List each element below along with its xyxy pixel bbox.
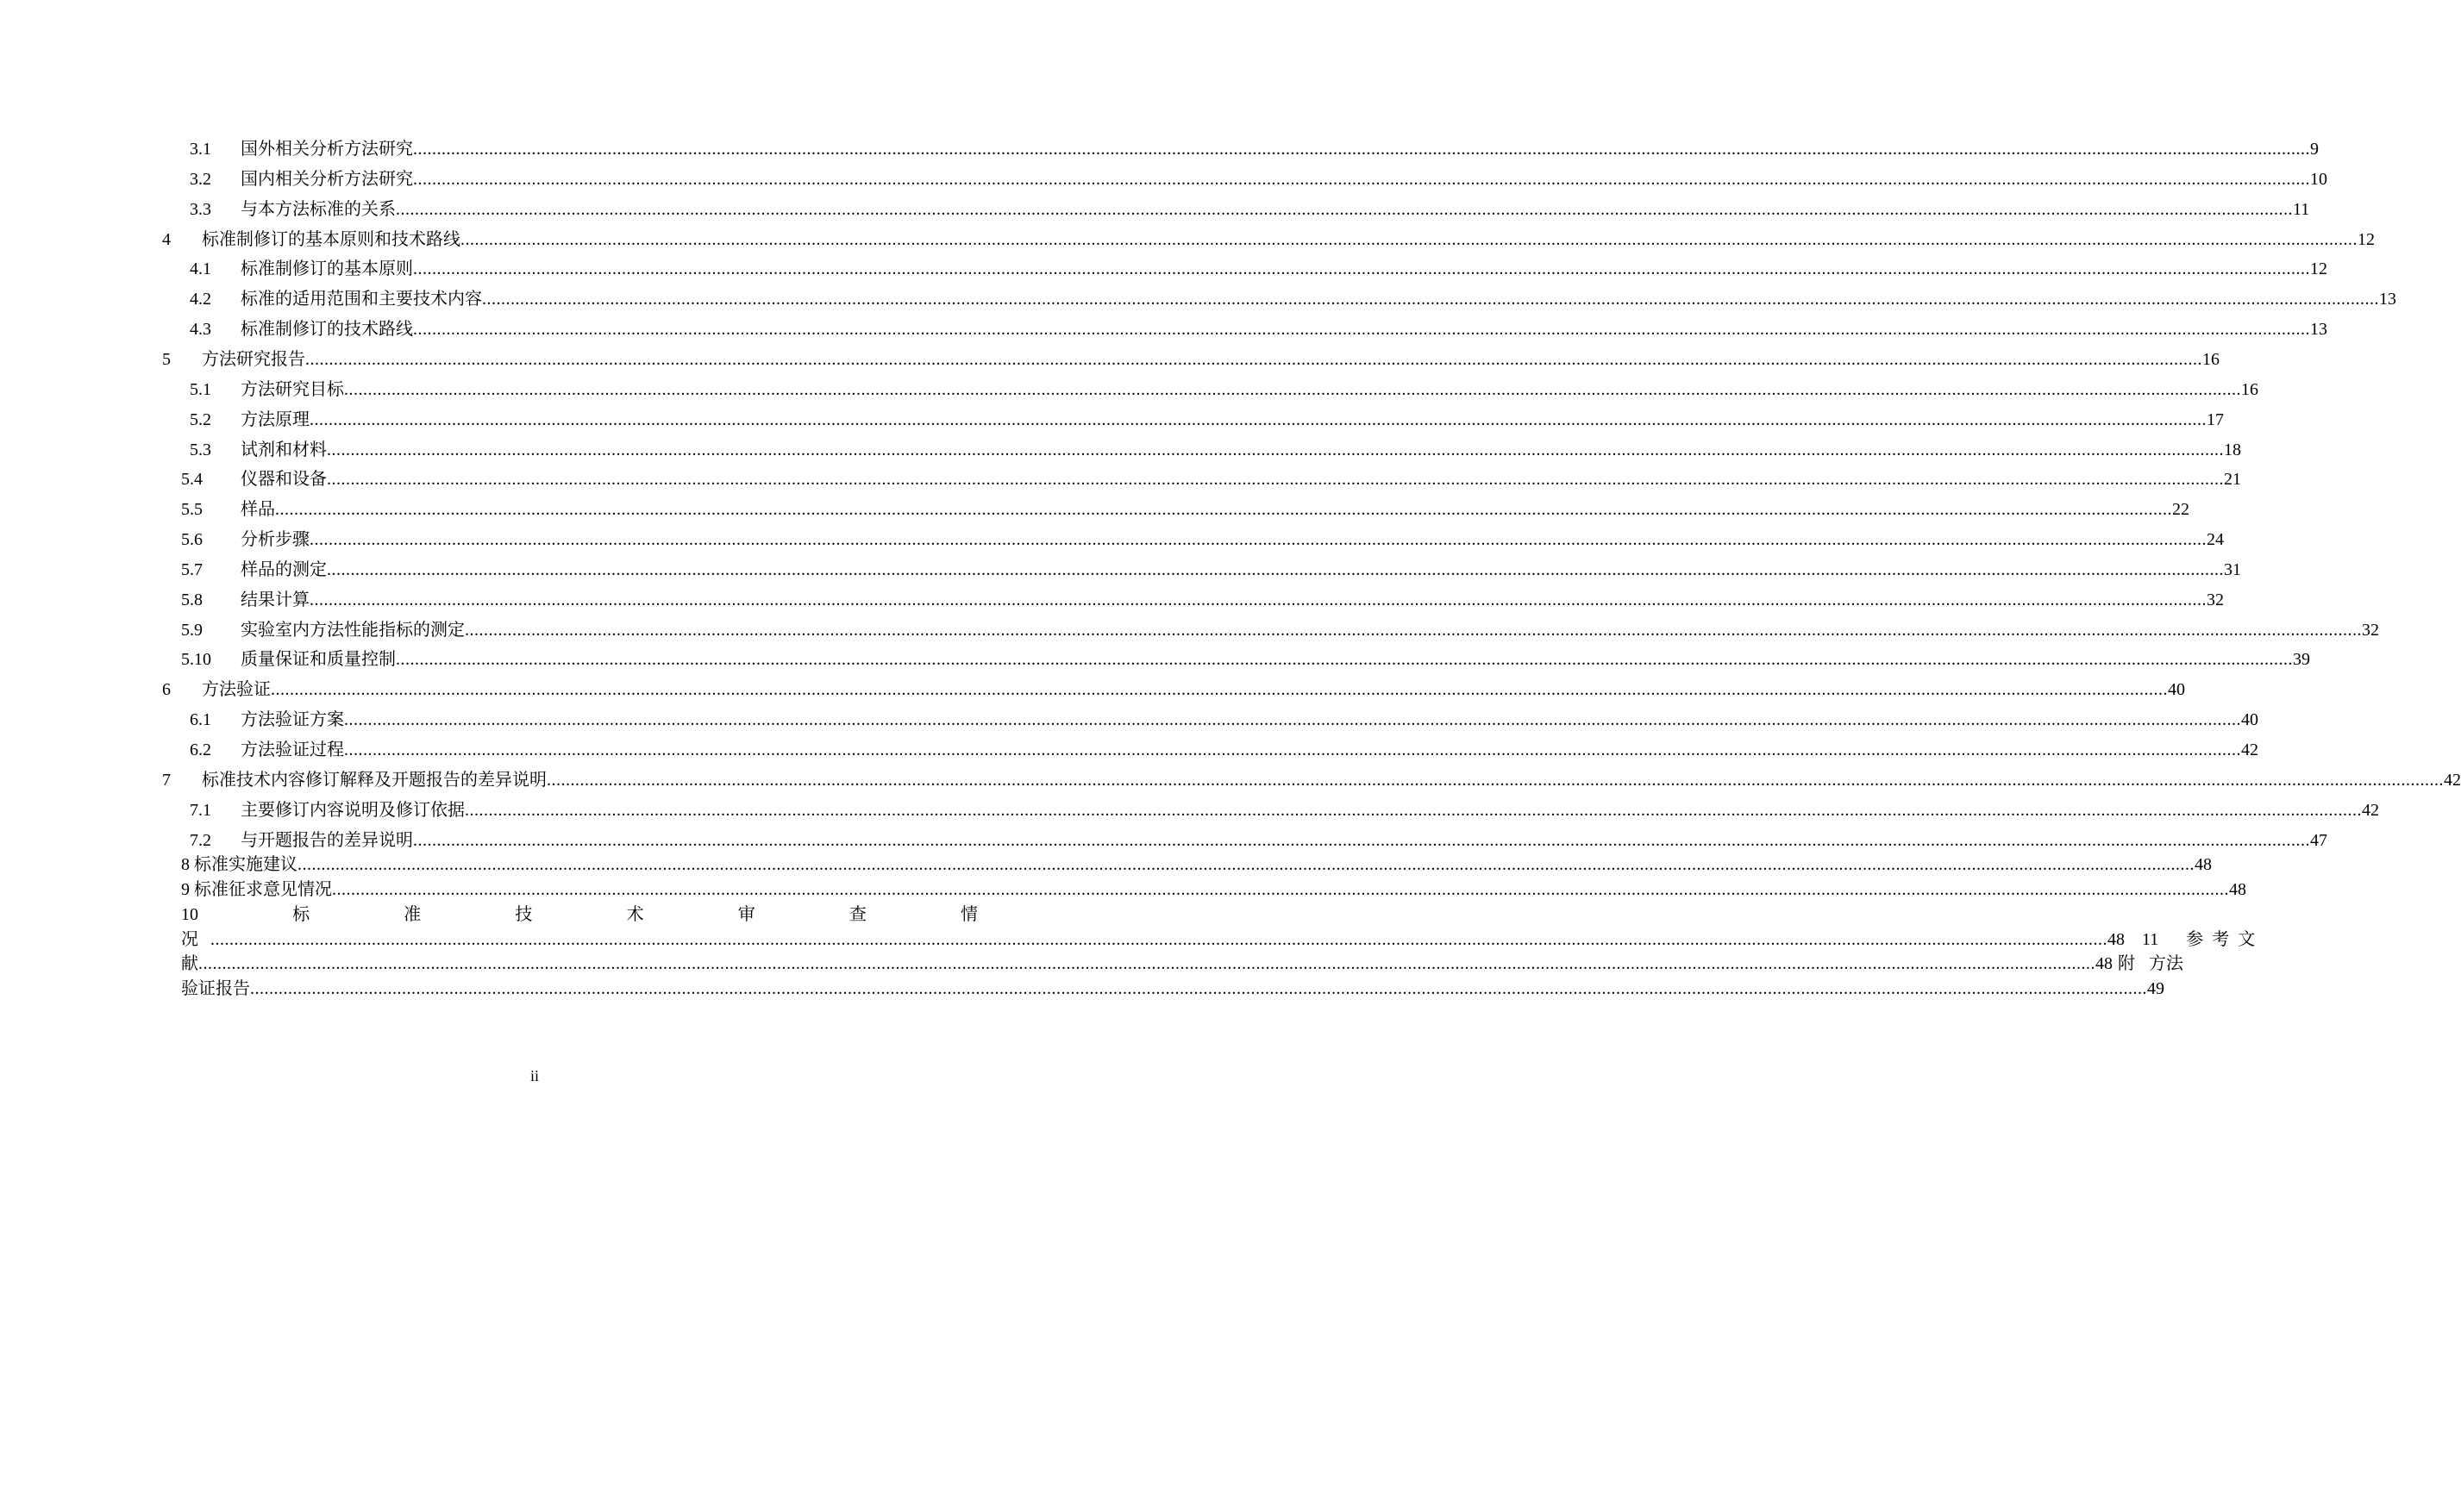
dot-leader: ................................................................................................................................................................................................................................................................................................................................................................................................................ — [482, 290, 2379, 309]
toc-page: 47 — [2310, 830, 2327, 850]
toc-page: 42 — [2362, 800, 2379, 820]
toc-title: 与本方法标准的关系 — [241, 199, 396, 219]
toc-page: 17 — [2207, 409, 2224, 429]
toc-number: 4 — [162, 229, 171, 249]
dot-leader: ................................................................................................................................................................................................................................................................................................................................................................................................................ — [297, 855, 2195, 874]
dot-leader: ................................................................................................................................................................................................................................................................................................................................................................................................................ — [332, 880, 2229, 899]
toc-entry[interactable] — [0, 316, 2327, 342]
toc-page: 48 — [2095, 954, 2113, 973]
toc-entry[interactable] — [0, 256, 2327, 282]
toc-entry[interactable] — [0, 497, 2189, 522]
toc-page: 48 — [2229, 880, 2246, 899]
dot-leader: ................................................................................................................................................................................................................................................................................................................................................................................................................ — [547, 770, 2444, 790]
toc-entry-9[interactable] — [0, 877, 2246, 903]
toc-fragment: 考 — [2212, 930, 2230, 949]
toc-number: 5.8 — [181, 590, 203, 609]
toc-number: 7.1 — [190, 800, 211, 820]
toc-page: 12 — [2358, 229, 2375, 249]
dot-leader: ................................................................................................................................................................................................................................................................................................................................................................................................................ — [305, 349, 2202, 369]
toc-number: 7 — [162, 770, 171, 790]
dot-leader: ................................................................................................................................................................................................................................................................................................................................................................................................................ — [344, 710, 2241, 730]
toc-entry[interactable] — [0, 677, 2185, 703]
toc-fragment: 10 — [181, 905, 198, 924]
toc-number: 5.1 — [190, 379, 211, 399]
toc-title: 样品 — [241, 500, 275, 520]
toc-number: 5.6 — [181, 530, 203, 550]
toc-entry[interactable] — [0, 136, 2319, 162]
toc-title: 8 标准实施建议 — [181, 855, 297, 874]
toc-title: 方法原理 — [241, 409, 310, 429]
toc-page: 10 — [2310, 169, 2327, 189]
dot-leader: ................................................................................................................................................................................................................................................................................................................................................................................................................ — [465, 620, 2362, 640]
toc-entry[interactable] — [0, 347, 2220, 372]
toc-fragment: 附 — [2118, 954, 2135, 973]
toc-title: 实验室内方法性能指标的测定 — [241, 620, 465, 640]
toc-fragment: 11 — [2142, 930, 2159, 949]
toc-fragment: 技 — [515, 905, 533, 924]
toc-page: 22 — [2172, 500, 2189, 520]
toc-page: 40 — [2241, 710, 2258, 730]
toc-number: 5.4 — [181, 470, 203, 490]
toc-title: 标准技术内容修订解释及开题报告的差异说明 — [202, 770, 547, 790]
toc-number: 7.2 — [190, 830, 211, 850]
toc-fragment: 情 — [960, 905, 978, 924]
toc-entry[interactable] — [0, 707, 2258, 733]
toc-page: 40 — [2168, 680, 2185, 700]
toc-entry[interactable] — [0, 197, 2310, 222]
toc-entry[interactable] — [0, 166, 2327, 192]
toc-entry[interactable] — [0, 527, 2224, 553]
toc-entry[interactable] — [0, 587, 2224, 613]
toc-title: 试剂和材料 — [241, 440, 327, 459]
toc-title: 样品的测定 — [241, 559, 327, 579]
toc-page: 9 — [2310, 140, 2319, 159]
toc-title: 结果计算 — [241, 590, 310, 609]
toc-title: 国内相关分析方法研究 — [241, 169, 413, 189]
toc-number: 3.1 — [190, 140, 211, 159]
toc-page: 13 — [2310, 320, 2327, 340]
dot-leader: ................................................................................................................................................................................................................................................................................................................................................................................................................ — [465, 800, 2362, 820]
toc-fragment: 审 — [737, 905, 755, 924]
toc-fragment: 方法 — [2149, 954, 2183, 973]
toc-number: 5.10 — [181, 650, 211, 670]
toc-title: 标准的适用范围和主要技术内容 — [241, 290, 482, 309]
toc-title: 方法验证方案 — [241, 710, 344, 730]
dot-leader: ................................................................................................................................................................................................................................................................................................................................................................................................................ — [310, 590, 2207, 609]
toc-page: 12 — [2310, 259, 2327, 279]
toc-title: 况 — [181, 930, 198, 949]
toc-page: 48 — [2195, 855, 2212, 874]
toc-number: 6.1 — [190, 710, 211, 730]
toc-entry[interactable] — [0, 737, 2258, 763]
toc-entry[interactable] — [0, 377, 2258, 403]
toc-title: 方法研究目标 — [241, 379, 344, 399]
toc-number: 4.3 — [190, 320, 211, 340]
toc-number: 6.2 — [190, 740, 211, 759]
toc-title: 标准制修订的基本原则和技术路线 — [202, 229, 460, 249]
dot-leader: ................................................................................................................................................................................................................................................................................................................................................................................................................ — [344, 740, 2241, 759]
dot-leader: ................................................................................................................................................................................................................................................................................................................................................................................................................ — [413, 140, 2310, 159]
toc-title: 标准制修订的技术路线 — [241, 320, 413, 340]
toc-entry[interactable] — [0, 828, 2327, 853]
toc-title: 方法验证过程 — [241, 740, 344, 759]
toc-title: 主要修订内容说明及修订依据 — [241, 800, 465, 820]
dot-leader: ................................................................................................................................................................................................................................................................................................................................................................................................................ — [327, 559, 2224, 579]
toc-entry-8[interactable] — [0, 852, 2212, 878]
toc-number: 3.2 — [190, 169, 211, 189]
toc-fragment: 文 — [2238, 930, 2256, 949]
toc-entry[interactable] — [0, 466, 2241, 492]
dot-leader: ................................................................................................................................................................................................................................................................................................................................................................................................................ — [198, 954, 2095, 973]
dot-leader: ................................................................................................................................................................................................................................................................................................................................................................................................................ — [310, 409, 2207, 429]
dot-leader: ................................................................................................................................................................................................................................................................................................................................................................................................................ — [210, 930, 2107, 949]
toc-fragment: 术 — [626, 905, 644, 924]
toc-title: 方法验证 — [202, 680, 271, 700]
toc-entry-10-line[interactable] — [0, 902, 1069, 928]
toc-page: 48 — [2107, 930, 2125, 949]
toc-entry[interactable] — [0, 286, 2396, 312]
toc-page: 39 — [2293, 650, 2310, 670]
dot-leader: ................................................................................................................................................................................................................................................................................................................................................................................................................ — [310, 530, 2207, 550]
toc-entry[interactable] — [0, 227, 2375, 253]
toc-title: 标准制修订的基本原则 — [241, 259, 413, 279]
toc-entry[interactable] — [0, 647, 2310, 672]
toc-entry[interactable] — [0, 617, 2379, 643]
dot-leader: ................................................................................................................................................................................................................................................................................................................................................................................................................ — [413, 259, 2310, 279]
toc-number: 5.3 — [190, 440, 211, 459]
toc-number: 5.5 — [181, 500, 203, 520]
toc-page: 18 — [2224, 440, 2241, 459]
toc-fragment: 参 — [2186, 930, 2204, 949]
toc-number: 4.1 — [190, 259, 211, 279]
dot-leader: ................................................................................................................................................................................................................................................................................................................................................................................................................ — [413, 830, 2310, 850]
toc-page: 16 — [2202, 349, 2220, 369]
dot-leader: ................................................................................................................................................................................................................................................................................................................................................................................................................ — [271, 680, 2168, 700]
toc-entry-11-line[interactable] — [0, 951, 2183, 977]
toc-fragment: 准 — [404, 905, 422, 924]
toc-page: 49 — [2147, 979, 2164, 998]
dot-leader: ................................................................................................................................................................................................................................................................................................................................................................................................................ — [344, 379, 2241, 399]
toc-page: 42 — [2444, 770, 2461, 790]
toc-page: 32 — [2207, 590, 2224, 609]
dot-leader: ................................................................................................................................................................................................................................................................................................................................................................................................................ — [396, 199, 2293, 219]
toc-page: 11 — [2293, 199, 2310, 219]
dot-leader: ................................................................................................................................................................................................................................................................................................................................................................................................................ — [275, 500, 2172, 520]
toc-entry[interactable] — [0, 797, 2379, 823]
toc-entry-10-11-line[interactable] — [0, 927, 2256, 953]
toc-page: 13 — [2379, 290, 2396, 309]
dot-leader: ................................................................................................................................................................................................................................................................................................................................................................................................................ — [413, 320, 2310, 340]
toc-title: 9 标准征求意见情况 — [181, 880, 332, 899]
toc-number: 5.9 — [181, 620, 203, 640]
toc-page: 31 — [2224, 559, 2241, 579]
dot-leader: ................................................................................................................................................................................................................................................................................................................................................................................................................ — [396, 650, 2293, 670]
toc-fragment: 查 — [849, 905, 867, 924]
toc-title: 国外相关分析方法研究 — [241, 140, 413, 159]
toc-title: 仪器和设备 — [241, 470, 327, 490]
toc-title: 质量保证和质量控制 — [241, 650, 396, 670]
dot-leader: ................................................................................................................................................................................................................................................................................................................................................................................................................ — [460, 229, 2358, 249]
toc-number: 5.7 — [181, 559, 203, 579]
toc-number: 3.3 — [190, 199, 211, 219]
toc-number: 4.2 — [190, 290, 211, 309]
toc-number: 5.2 — [190, 409, 211, 429]
toc-page: 21 — [2224, 470, 2241, 490]
toc-entry[interactable] — [0, 767, 2461, 793]
toc-number: 6 — [162, 680, 171, 700]
dot-leader: ................................................................................................................................................................................................................................................................................................................................................................................................................ — [413, 169, 2310, 189]
toc-entry[interactable] — [0, 407, 2224, 433]
toc-page: 16 — [2241, 379, 2258, 399]
toc-number: 5 — [162, 349, 171, 369]
toc-title: 方法研究报告 — [202, 349, 305, 369]
toc-page: 42 — [2241, 740, 2258, 759]
toc-title: 分析步骤 — [241, 530, 310, 550]
dot-leader: ................................................................................................................................................................................................................................................................................................................................................................................................................ — [327, 470, 2224, 490]
toc-entry-appendix[interactable] — [0, 976, 2164, 1002]
toc-title: 与开题报告的差异说明 — [241, 830, 413, 850]
toc-fragment: 标 — [292, 905, 310, 924]
toc-page: 24 — [2207, 530, 2224, 550]
toc-entry[interactable] — [0, 557, 2241, 583]
page-number: ii — [529, 1067, 539, 1084]
toc-title: 献 — [181, 954, 198, 973]
dot-leader: ................................................................................................................................................................................................................................................................................................................................................................................................................ — [327, 440, 2224, 459]
toc-entry[interactable] — [0, 437, 2241, 463]
dot-leader: ................................................................................................................................................................................................................................................................................................................................................................................................................ — [250, 979, 2147, 998]
toc-page: 32 — [2362, 620, 2379, 640]
toc-title: 验证报告 — [181, 979, 250, 998]
